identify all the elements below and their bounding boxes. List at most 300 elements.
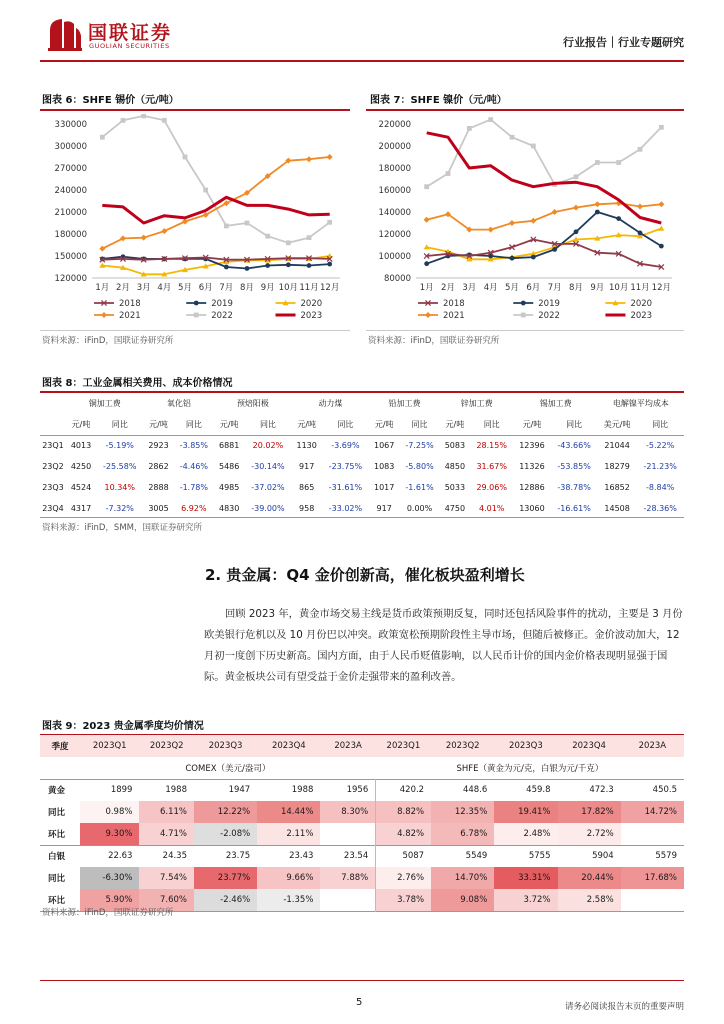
fig9-period-header: 2023Q1 [92,741,127,751]
fig9-row [40,779,684,801]
fig8-row [40,477,684,498]
fig8-group-header: 铜加工费 [88,399,121,408]
data-point-2021 [327,154,333,160]
legend-label: 2022 [538,311,560,321]
data-point-2022 [531,144,536,149]
fig9-period-header: 2023Q3 [208,741,243,751]
data-point-2021 [99,246,105,252]
fig9-cell: 1988 [291,785,314,796]
fig8-cost-table [40,393,684,519]
data-point-2019 [595,210,600,215]
fig8-row [40,435,684,456]
fig9-cell: 3.72% [494,889,557,911]
data-point-2022 [488,117,493,122]
legend-marker [521,313,526,318]
y-tick-label: 240000 [54,186,87,196]
fig8-cell: 3005 [148,504,169,513]
fig9-cell: 23.43 [289,851,314,862]
fig8-cell: 2923 [148,441,169,451]
data-point-2021 [509,220,515,226]
fig8-cell: -5.19% [105,441,134,451]
legend-marker [101,312,107,318]
x-tick-label: 11月 [630,283,650,293]
fig8-cell: 4317 [70,504,92,513]
legend-label: 2021 [119,311,141,321]
fig9-row-label: 环比 [48,829,66,840]
fig9-cell: 2.11% [257,823,320,845]
fig8-subheader: 同比 [185,419,202,429]
fig9-cell: 6.78% [431,823,494,845]
fig8-group-header: 动力煤 [318,399,343,408]
fig9-period-header: 2023A [334,741,362,751]
x-tick-label: 1月 [95,283,110,293]
data-point-2021 [424,217,430,223]
fig8-group-header: 电解镍平均成本 [612,399,669,408]
fig9-row-label: 环比 [48,895,66,906]
fig8-subheader: 同比 [483,419,500,429]
fig9-row [40,801,684,823]
fig8-subheader: 元/吨 [522,419,542,429]
fig8-subheader: 同比 [566,419,583,429]
fig8-cell: 1017 [374,483,395,492]
fig8-group-header-row [40,393,684,414]
data-point-2019 [286,262,291,267]
fig9-unit-comex: COMEX（美元/盎司） [185,763,271,774]
fig8-cell: -28.36% [643,504,677,513]
x-tick-label: 7月 [219,283,234,293]
x-tick-label: 1月 [419,283,434,293]
x-tick-label: 5月 [178,283,192,293]
y-tick-label: 150000 [54,252,87,262]
legend-item-2019 [513,299,560,309]
fig9-cell: 7.88% [320,867,375,889]
fig9-cell: 5549 [465,851,488,862]
fig7-nickel-price-chart [366,114,684,326]
fig8-row-label: 23Q2 [42,462,64,471]
data-point-2020 [658,226,664,231]
fig9-cell: 420.2 [376,779,431,801]
data-point-2021 [637,204,643,210]
fig8-cell: 4013 [70,441,92,451]
data-point-2019 [616,216,621,221]
fig8-cell: 4985 [219,483,240,492]
fig9-cell: 472.3 [589,785,614,796]
fig9-row [40,845,684,867]
fig8-cell: -7.32% [105,504,134,513]
fig9-cell: 459.8 [526,785,551,796]
fig8-cell: 10.34% [104,483,135,492]
fig8-source: 资料来源：iFinD，SMM，国联证券研究所 [42,523,202,533]
y-tick-label: 180000 [378,164,411,174]
fig9-cell: -2.08% [194,823,257,845]
data-point-2021 [161,228,167,234]
legend-marker [521,301,526,306]
fig6-title: 图表 6：SHFE 锡价（元/吨） [42,95,179,106]
fig9-cell: 0.98% [80,801,139,823]
fig8-cell: 11326 [519,462,545,471]
fig9-cell: 1956 [346,785,369,796]
fig9-cell: 1947 [228,785,251,796]
header-divider [40,60,684,62]
fig9-cell [320,889,375,911]
data-point-2019 [659,244,664,249]
fig8-cell: -7.25% [405,441,434,451]
legend-label: 2020 [630,299,653,309]
fig9-cell: 4.82% [376,823,431,845]
fig8-subheader: 同比 [337,419,354,429]
fig8-cell: -33.02% [328,504,363,513]
fig8-subheader: 美元/吨 [603,419,631,429]
fig9-cell: 20.44% [558,867,621,889]
legend-label: 2023 [630,311,653,321]
fig8-cell: 865 [299,483,315,492]
data-point-2022 [446,171,451,176]
data-point-2019 [510,256,515,261]
legend-label: 2018 [443,299,465,309]
fig8-cell: 28.15% [476,441,507,451]
legend-item-2020 [605,299,652,309]
fig8-cell: 6881 [219,441,240,451]
series-line-2022 [102,116,329,243]
data-point-2019 [265,263,270,268]
fig8-row-label: 23Q4 [42,504,64,513]
data-point-2022 [183,155,188,160]
fig9-cell [320,823,375,845]
legend-item-2020 [276,299,323,309]
fig8-cell: 16852 [604,483,630,492]
fig9-period-header: 2023Q3 [509,741,543,751]
data-point-2021 [594,201,600,207]
fig9-source: 资料来源：iFinD，国联证券研究所 [42,908,174,918]
fig8-cell: 20.02% [252,441,284,451]
data-point-2019 [531,255,536,260]
data-point-2021 [120,235,126,241]
fig6-source: 资料来源：iFinD，国联证券研究所 [42,336,174,346]
fig8-row [40,456,684,477]
section-title: 2. 贵金属：Q4 金价创新高，催化板块盈利增长 [205,566,525,584]
legend-label: 2018 [119,299,141,309]
fig8-cell: 31.67% [476,462,507,471]
x-tick-label: 6月 [198,283,213,293]
fig9-cell: 14.72% [621,801,684,823]
fig9-head-label: 季度 [51,742,69,752]
report-type: 行业报告｜行业专题研究 [563,36,684,49]
legend-label: 2019 [211,299,233,309]
legend-item-2021 [94,311,141,321]
fig9-row-label: 黄金 [48,786,66,797]
y-tick-label: 160000 [378,186,411,196]
data-point-2022 [616,160,621,165]
data-point-2022 [327,220,332,225]
y-tick-label: 300000 [54,142,87,152]
data-point-2022 [265,234,270,239]
fig9-period-header-row [40,735,684,757]
fig9-cell: 14.70% [431,867,494,889]
fig9-row-label: 白银 [48,852,66,863]
fig9-row [40,823,684,845]
fig8-cell: 21044 [604,441,630,451]
data-point-2022 [100,135,105,140]
y-tick-label: 80000 [383,274,411,284]
x-tick-label: 4月 [483,283,498,293]
logo-english-name: GUOLIAN SECURITIES [89,42,170,50]
fig9-cell: 9.08% [431,889,494,911]
fig8-subheader: 同比 [652,419,669,429]
series-line-2022 [427,120,662,187]
fig9-cell: 3.78% [376,889,431,911]
fig8-cell: 12396 [519,441,545,451]
data-point-2022 [574,174,579,179]
fig8-cell: 4250 [70,462,92,471]
fig6-bottom-rule [40,330,350,331]
fig8-subheader-row [40,414,684,435]
data-point-2019 [638,231,643,236]
legend-label: 2021 [443,311,465,321]
data-point-2022 [659,125,664,130]
fig8-subheader: 同比 [259,419,276,429]
fig9-cell: 2.58% [558,889,621,911]
section-paragraph: 回顾 2023 年，黄金市场交易主线是货币政策预期反复，同时还包括风险事件的扰动，主要是 3 月份欧美银行危机以及 10 月份巴以冲突。政策宽松预期阶段性主导市场，但随后被修正。金价波动加大，12 月初一度创下历史新高。国内方面，由于人民币贬值影响，以人民币计价的国内金价格表现明显强于国际。黄金板块公司有望受益于金价走强带来的盈利改善。 [204,608,683,683]
x-tick-label: 6月 [526,283,541,293]
fig9-cell: 2.48% [494,823,557,845]
fig8-cell: 4.01% [478,504,505,513]
x-tick-label: 7月 [547,283,562,293]
data-point-2022 [307,235,312,240]
x-tick-label: 9月 [590,283,605,293]
fig8-cell: 18279 [604,462,630,471]
data-point-2022 [203,188,208,193]
fig8-cell: -39.00% [251,504,285,513]
fig8-cell: 4524 [70,483,92,492]
page-number: 5 [356,997,363,1008]
fig8-subheader: 同比 [411,419,428,429]
fig8-cell: 1067 [374,441,395,451]
data-point-2022 [286,240,291,245]
data-point-2021 [141,235,147,241]
fig7-title: 图表 7：SHFE 镍价（元/吨） [370,95,507,106]
legend-item-2022 [186,311,233,321]
y-tick-label: 140000 [378,208,411,218]
fig9-cell: 5755 [528,851,551,862]
fig9-title: 图表 9：2023 贵金属季度均价情况 [42,721,204,732]
fig8-cell: 13060 [519,504,545,513]
fig8-row [40,498,684,519]
fig8-cell: 0.00% [406,504,433,513]
fig9-cell: -6.30% [80,867,139,889]
fig8-cell: 958 [299,504,315,513]
legend-label: 2023 [300,311,323,321]
fig9-cell: 22.63 [108,851,133,862]
fig8-group-header: 氧化铝 [166,399,191,408]
series-2019 [100,254,332,271]
legend-item-2019 [186,299,233,309]
fig9-cell: 5904 [592,851,614,862]
fig9-cell: 1899 [110,785,133,796]
x-tick-label: 5月 [505,283,519,293]
fig8-subheader: 元/吨 [71,419,91,429]
fig8-cell: -31.61% [328,483,363,492]
fig9-precious-metals-table [40,735,684,912]
y-tick-label: 100000 [378,252,411,262]
fig9-cell: 6.11% [139,801,194,823]
fig8-cell: -21.23% [643,462,677,471]
fig9-period-header: 2023Q4 [572,741,606,751]
legend-item-2021 [418,311,465,321]
fig9-row [40,867,684,889]
data-point-2022 [638,147,643,152]
fig8-cell: 1083 [374,462,395,471]
fig6-title-rule [40,109,350,111]
y-tick-label: 220000 [378,120,411,130]
x-tick-label: 8月 [240,283,254,293]
fig9-period-header: 2023Q4 [271,741,306,751]
fig7-bottom-rule [366,330,684,331]
fig8-cell: -8.84% [646,483,675,492]
fig8-subheader: 元/吨 [374,419,394,429]
fig8-cell: 29.06% [476,483,507,492]
fig8-cell: -1.61% [405,483,434,492]
x-tick-label: 10月 [278,283,298,293]
fig8-cell: 5486 [219,462,240,471]
fig9-cell: 12.22% [194,801,257,823]
fig8-group-header: 铅加工费 [388,399,421,408]
fig8-cell: 917 [376,504,392,513]
fig6-tin-price-chart [40,114,350,326]
fig8-group-header: 预焙阳极 [236,399,269,408]
fig8-cell: -43.66% [557,441,591,451]
data-point-2022 [162,118,167,123]
fig9-cell: 33.31% [494,867,557,889]
legend-item-2023 [276,311,323,321]
data-point-2022 [141,114,146,118]
x-tick-label: 3月 [136,283,151,293]
fig9-cell: 19.41% [494,801,557,823]
fig8-bottom-rule [40,517,684,518]
data-point-2019 [224,265,229,270]
fig9-cell: 23.77% [194,867,257,889]
legend-item-2023 [605,311,652,321]
legend-item-2022 [513,311,560,321]
fig9-cell [621,889,684,911]
fig8-title: 图表 8：工业金属相关费用、成本价格情况 [42,378,233,389]
fig9-period-header: 2023Q1 [386,741,421,751]
legend-label: 2019 [538,299,560,309]
data-point-2021 [182,219,188,225]
fig8-cell: 4830 [219,504,240,513]
fig8-cell: 6.92% [181,504,207,513]
fig9-cell: 450.5 [652,785,677,796]
series-2023 [102,197,329,223]
data-point-2019 [307,263,312,268]
series-line-2023 [427,133,662,223]
fig8-cell: -30.14% [251,462,285,471]
fig9-cell: 17.82% [558,801,621,823]
x-tick-label: 8月 [569,283,583,293]
fig9-cell: 23.54 [343,851,369,862]
fig9-cell [621,823,684,845]
fig9-cell: 7.54% [139,867,194,889]
series-2018 [100,255,333,262]
data-point-2022 [424,184,429,189]
data-point-2021 [552,209,558,215]
x-tick-label: 3月 [462,283,477,293]
fig8-cell: -5.80% [405,462,434,471]
series-2022 [100,114,332,245]
fig8-cell: 5033 [444,483,466,492]
fig9-cell: 5087 [376,845,431,867]
y-tick-label: 270000 [54,164,87,174]
y-tick-label: 200000 [378,142,411,152]
fig8-subheader: 同比 [111,419,128,429]
fig9-row-label: 同比 [48,874,66,884]
data-point-2019 [552,247,557,252]
fig8-cell: 4850 [444,462,466,471]
y-tick-label: 120000 [54,274,87,284]
fig9-cell: 5.90% [80,889,139,911]
fig8-cell: 12886 [519,483,545,492]
y-tick-label: 210000 [54,208,87,218]
logo-chinese-name: 国联证券 [88,22,173,44]
y-tick-label: 180000 [54,230,87,240]
fig8-cell: 917 [299,462,315,471]
fig7-title-rule [366,109,684,111]
fig8-cell: 1130 [296,441,317,451]
x-tick-label: 4月 [157,283,172,293]
fig8-row-label: 23Q1 [42,441,64,451]
fig8-cell: -25.58% [103,462,137,471]
legend-marker [194,301,199,306]
data-point-2022 [510,135,515,140]
fig8-cell: -4.46% [179,462,208,471]
fig9-cell: 2.76% [376,867,431,889]
fig8-cell: 5083 [444,441,466,451]
fig9-cell: 5579 [655,851,677,862]
fig8-cell: -3.85% [179,441,208,451]
fig8-subheader: 元/吨 [445,419,465,429]
fig9-row-label: 同比 [48,808,66,818]
fig8-group-header: 锌加工费 [460,399,493,408]
fig9-period-header: 2023A [638,741,667,751]
fig9-cell: 2.72% [558,823,621,845]
x-tick-label: 9月 [260,283,275,293]
fig8-cell: -5.22% [646,441,675,451]
fig8-cell: -37.02% [251,483,285,492]
series-2023 [427,133,662,223]
fig8-cell: -53.85% [557,462,591,471]
data-point-2022 [224,224,229,229]
x-tick-label: 12月 [320,283,340,293]
fig8-subheader: 元/吨 [297,419,317,429]
fig9-period-header: 2023Q2 [149,741,184,751]
fig8-cell: -1.78% [179,483,208,492]
data-point-2019 [245,266,250,271]
x-tick-label: 12月 [651,283,671,293]
fig9-cell: 9.66% [257,867,320,889]
data-point-2021 [530,218,536,224]
fig8-cell: 14508 [604,504,630,513]
fig9-cell: 448.6 [462,785,488,796]
fig9-cell: 8.30% [320,801,375,823]
fig9-cell: 1988 [165,785,187,796]
fig8-subheader: 元/吨 [149,419,168,429]
y-tick-label: 330000 [54,120,87,130]
fig9-cell: 14.44% [257,801,320,823]
x-tick-label: 2月 [441,283,455,293]
data-point-2022 [595,160,600,165]
fig8-cell: -16.61% [557,504,591,513]
fig9-cell: 8.82% [376,801,431,823]
fig9-cell: -2.46% [194,889,257,911]
